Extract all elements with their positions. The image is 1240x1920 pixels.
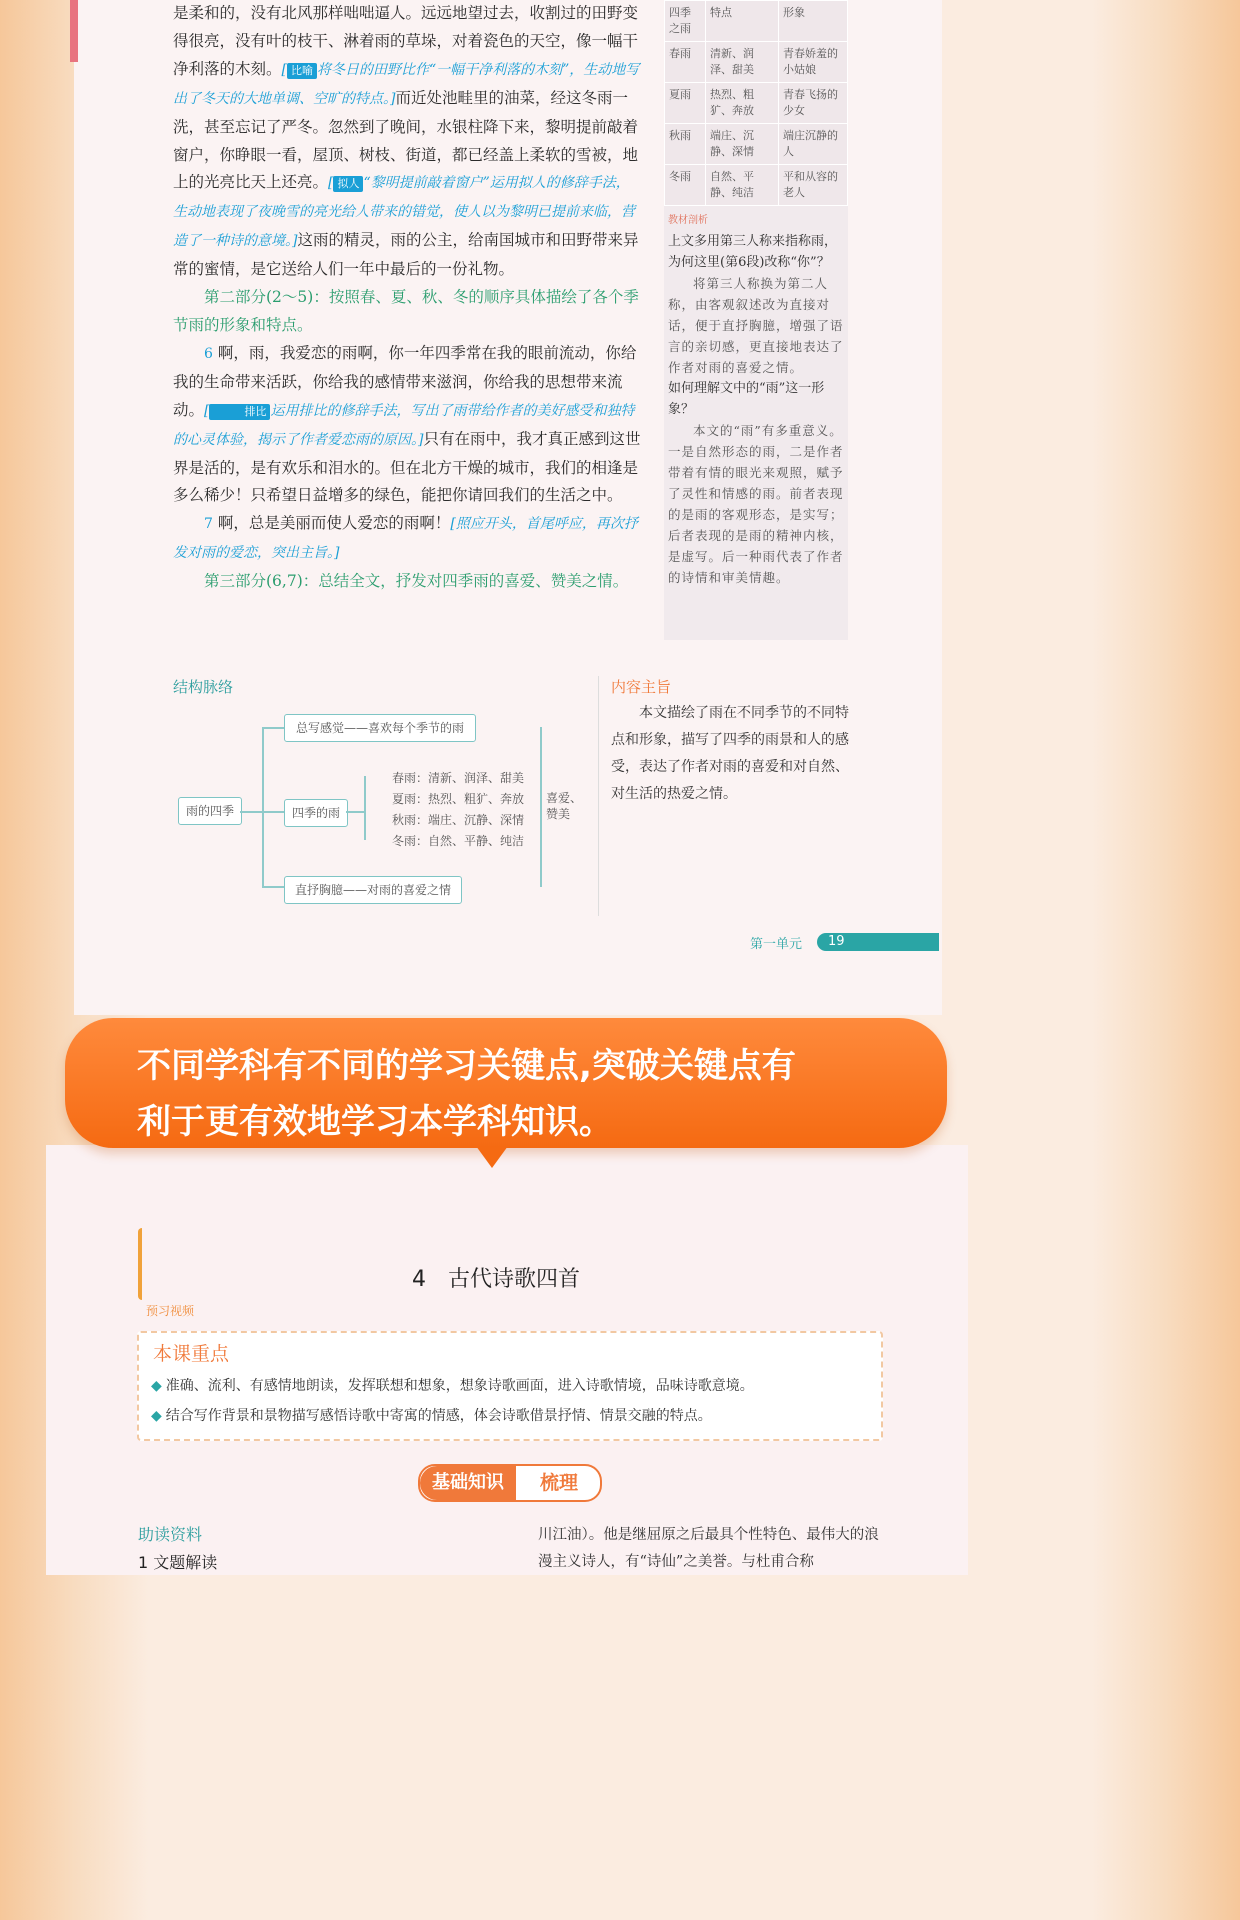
table-cell: 自然、平静、纯洁: [706, 165, 779, 206]
side-question: 上文多用第三人称来指称雨，为何这里(第6段)改称“你”？: [668, 234, 838, 270]
structure-top: 总写感觉——喜欢每个季节的雨: [284, 714, 476, 742]
season-list: [392, 768, 524, 852]
connector-line: [262, 727, 284, 729]
side-answer: 本文的“雨”有多重意义。一是自然形态的雨，二是作者带着有情的眼光来观照，赋予了灵性和情感的雨。前者表现的是雨的客观形态，是实写；后者表现的是雨的精神内核，是虚写。后一种雨代表了作者的诗情和审美情趣。: [668, 423, 844, 585]
table-cell: 清新、润泽、甜美: [706, 42, 779, 83]
annotation-note: “黎明提前敲着窗户”运用拟人的修辞手法，生动地表现了夜晚雪的亮光给人带来的错觉，使人以为黎明已提前来临，营造了一种诗的意境。: [173, 175, 635, 250]
paragraph-text: 啊，雨，我爱恋的雨啊，你一年四季常在我的眼前流动，你给我的生命带来活跃，你给我的感情带来滋润，你给我的思想带来流动。: [173, 343, 637, 419]
connector-line: [364, 776, 366, 840]
reading-subtitle: 1 文题解读: [138, 1553, 218, 1572]
video-label[interactable]: 预习视频: [146, 1304, 195, 1318]
structure-title: 结构脉络: [173, 678, 234, 696]
page-number: 19: [828, 934, 845, 949]
structure-root: 雨的四季: [178, 797, 242, 825]
paragraph-text: 只有在雨中，我才真正感到这世界是活的，是有欢乐和泪水的。但在北方干燥的城市，我们的相逢是多么稀少！只希望日益增多的绿色，能把你请回我们的生活之中。: [173, 429, 641, 505]
section-summary: 第三部分(6,7)：总结全文，抒发对四季雨的喜爱、赞美之情。: [204, 572, 629, 591]
lesson-title: 4 古代诗歌四首: [412, 1267, 580, 1292]
connector-line: [346, 811, 364, 813]
table-header: 四季之雨: [665, 1, 706, 42]
connector-line: [262, 886, 284, 888]
table-cell: 平和从容的老人: [779, 165, 848, 206]
focus-title: 本课重点: [153, 1343, 230, 1365]
connector-line: [240, 811, 262, 813]
table-cell: 端庄沉静的人: [779, 124, 848, 165]
table-cell: 青春娇羞的小姑娘: [779, 42, 848, 83]
video-icon[interactable]: [138, 1228, 218, 1300]
annotation-note: 将冬日的田野比作“一幅干净利落的木刻”，生动地写出了冬天的大地单调、空旷的特点。: [173, 61, 640, 107]
theme-text: 本文描绘了雨在不同季节的不同特点和形象，描写了四季的雨景和人的感受，表达了作者对雨的喜爱和对自然、对生活的热爱之情。: [611, 705, 849, 802]
unit-label: 第一单元: [750, 937, 803, 952]
table-header: 形象: [779, 1, 848, 42]
banner-line: 不同学科有不同的学习关键点,突破关键点有: [137, 1046, 796, 1086]
connector-line: [262, 811, 284, 813]
margin-marker: [70, 0, 78, 62]
section-pill: [418, 1464, 602, 1502]
banner-pointer: [476, 1146, 508, 1168]
paragraph-6: 6 啊，雨，我爱恋的雨啊，你一年四季常在我的眼前流动，你给我的生命带来活跃，你给我的感情带来滋润，你给我的思想带来流动。[ 排比 运用排比的修辞手法，写出了雨带给作者的美好感受和独特的心灵体验，揭示了作者爱恋雨的原因。]只有在雨中，我才真正感到这世界是活的，是有欢乐和泪水的。但在北方干燥的城市，我们的相逢是多么稀少！只希望日益增多的绿色，能把你请回我们的生活之中。: [173, 343, 641, 505]
season-item: 春雨：清新、润泽、甜美: [392, 771, 525, 785]
banner-line: 利于更有效地学习本学科知识。: [137, 1102, 613, 1142]
paragraph-number: 6: [204, 345, 213, 362]
side-badge: 教材剖析: [668, 215, 708, 226]
reading-title: 助读资料: [138, 1525, 203, 1544]
season-item: 夏雨：热烈、粗犷、奔放: [392, 792, 525, 806]
table-row: [665, 42, 848, 83]
table-cell: 冬雨: [665, 165, 706, 206]
table-cell: 青春飞扬的少女: [779, 83, 848, 124]
season-item: 秋雨：端庄、沉静、深情: [392, 813, 525, 827]
table-cell: 夏雨: [665, 83, 706, 124]
paragraph-text: 是柔和的，没有北风那样咄咄逼人。远远地望过去，收割过的田野变得很亮，没有叶的枝干、淋着雨的草垛，对着瓷色的天空，像一幅干净利落的木刻。: [173, 4, 639, 78]
paragraph-7: 7 啊，总是美丽而使人爱恋的雨啊！[照应开头，首尾呼应，再次抒发对雨的爱恋，突出主旨。]: [173, 514, 638, 562]
table-row: [665, 165, 848, 206]
side-qa: [664, 206, 848, 592]
main-text-column: [173, 0, 643, 596]
bullet-icon: ◆: [151, 1408, 162, 1424]
pill-left: 基础知识: [420, 1466, 516, 1500]
pill-right: 梳理: [539, 1472, 578, 1494]
annotation-note: 照应开头，首尾呼应，再次抒发对雨的爱恋，突出主旨。: [173, 516, 638, 562]
section-summary: 第二部分(2～5)：按照春、夏、秋、冬的顺序具体描绘了各个季节雨的形象和特点。: [173, 288, 639, 334]
paragraph-number: 7: [204, 516, 213, 533]
focus-item: ◆ 结合写作背景和景物描写感悟诗歌中寄寓的情感，体会诗歌借景抒情、情景交融的特点。: [151, 1408, 712, 1424]
seasons-table: [664, 0, 848, 206]
paragraph-text: 而近处池畦里的油菜，经这冬雨一洗，甚至忘记了严冬。忽然到了晚间，水银柱降下来，黎明提前敲着窗户，你睁眼一看，屋顶、树枝、街道，都已经盖上柔软的雪被，地上的光亮比天上还亮。: [173, 88, 639, 192]
table-row: [665, 83, 848, 124]
theme-title: 内容主旨: [611, 678, 672, 696]
paragraph-text: 这雨的精灵，雨的公主，给南国城市和田野带来异常的蜜情，是它送给人们一年中最后的一份礼物。: [173, 231, 639, 279]
table-cell: 热烈、粗犷、奔放: [706, 83, 779, 124]
annotation-tag: 比喻: [287, 63, 317, 79]
focus-item: ◆ 准确、流利、有感情地朗读，发挥联想和想象，想象诗歌画面，进入诗歌情境，品味诗歌意境。: [151, 1378, 754, 1394]
paragraph-5: 是柔和的，没有北风那样咄咄逼人。远远地望过去，收割过的田野变得很亮，没有叶的枝干、淋着雨的草垛，对着瓷色的天空，像一幅干净利落的木刻。[ 比喻 将冬日的田野比作“一幅干净利落的木刻”，生动地写出了冬天的大地单调、空旷的特点。]而近处池畦里的油菜，经这冬雨一洗，甚至忘记了严冬。忽然到了晚间，水银柱降下来，黎明提前敲着窗户，你睁眼一看，屋顶、树枝、街道，都已经盖上柔软的雪被，地上的光亮比天上还亮。[ 拟人 “黎明提前敲着窗户”运用拟人的修辞手法，生动地表现了夜晚雪的亮光给人带来的错觉，使人以为黎明已提前来临，营造了一种诗的意境。]这雨的精灵，雨的公主，给南国城市和田野带来异常的蜜情，是它送给人们一年中最后的一份礼物。: [173, 4, 640, 279]
side-question: 如何理解文中的“雨”这一形象？: [668, 381, 825, 417]
table-cell: 端庄、沉静、深情: [706, 124, 779, 165]
banner-text: [137, 1038, 917, 1150]
side-answer: 将第三人称换为第二人称，由客观叙述改为直接对话，便于直抒胸臆，增强了语言的亲切感，更直接地表达了作者对雨的喜爱之情。: [668, 276, 844, 375]
table-cell: 秋雨: [665, 124, 706, 165]
focus-box: [137, 1331, 883, 1441]
annotation-tag: 拟人: [333, 176, 363, 192]
table-row: [665, 124, 848, 165]
connector-line: [262, 727, 264, 887]
structure-bottom: 直抒胸臆——对雨的喜爱之情: [284, 876, 462, 904]
side-column: [664, 0, 848, 640]
table-cell: 春雨: [665, 42, 706, 83]
season-item: 冬雨：自然、平静、纯洁: [392, 834, 525, 848]
connector-line: [540, 727, 542, 887]
structure-middle: 四季的雨: [284, 799, 348, 827]
structure-right: 喜爱、赞美: [546, 791, 583, 821]
promo-banner: [65, 1018, 947, 1148]
annotation-tag: 排比: [209, 404, 270, 420]
table-header: 特点: [706, 1, 779, 42]
paragraph-text: 啊，总是美丽而使人爱恋的雨啊！: [217, 514, 451, 533]
divider: [598, 676, 599, 916]
annotation-note: 运用排比的修辞手法，写出了雨带给作者的美好感受和独特的心灵体验，揭示了作者爱恋雨的原因。: [173, 402, 635, 448]
right-column-text: 川江油）。他是继屈原之后最具个性特色、最伟大的浪漫主义诗人，有“诗仙”之美誉。与杜甫合称: [538, 1527, 879, 1570]
bullet-icon: ◆: [151, 1378, 162, 1394]
